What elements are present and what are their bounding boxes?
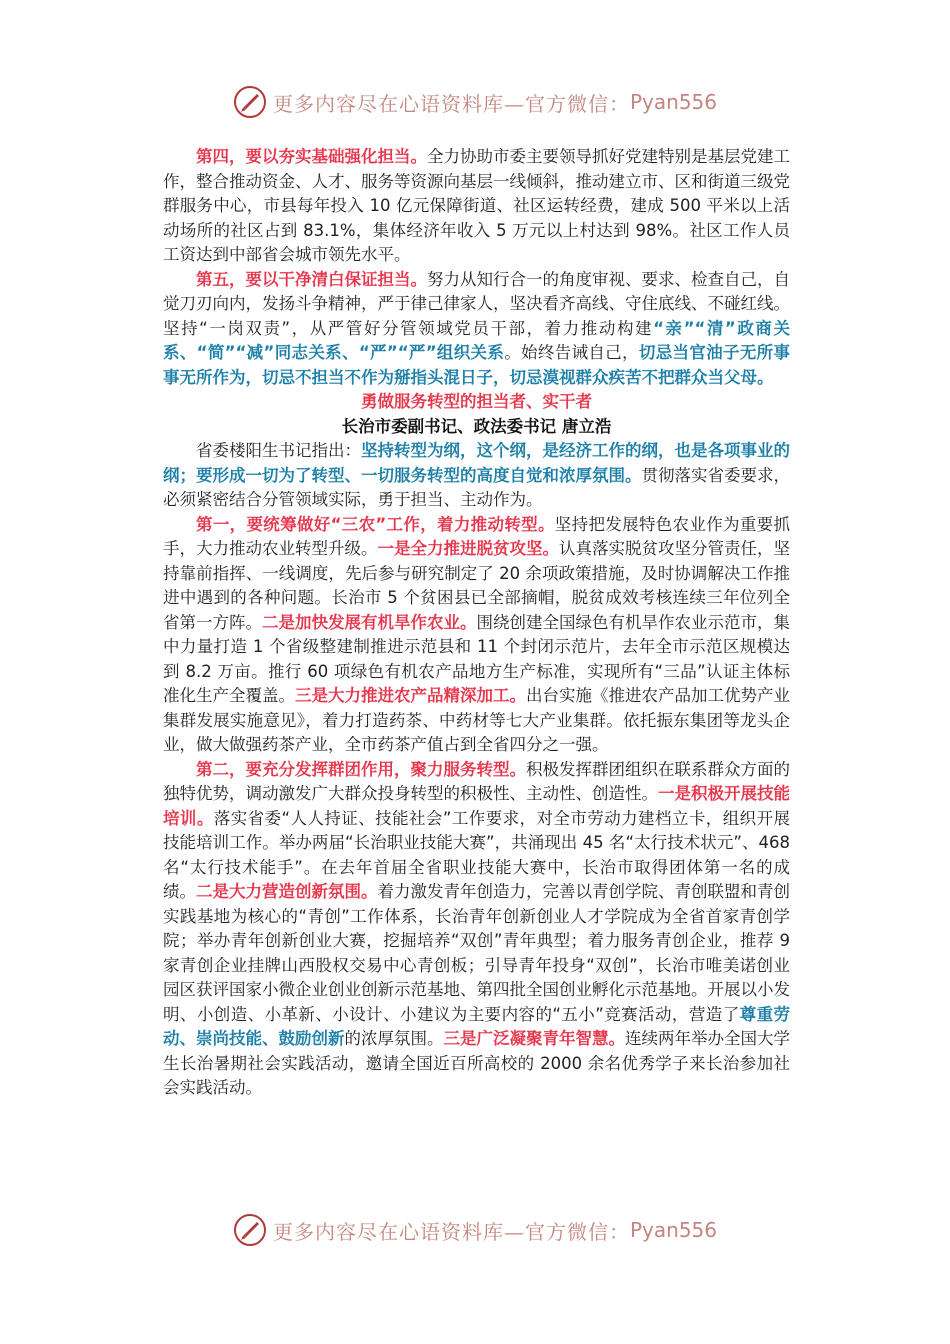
- article-title: 勇做服务转型的担当者、实干者: [361, 392, 592, 411]
- subheading: 一是积极开展技能培训。: [163, 784, 790, 828]
- text: 的浓厚氛围。: [344, 1029, 444, 1048]
- paragraph-fourth: [163, 145, 790, 268]
- highlight-quote: 坚持转型为纲，这个纲，是经济工作的纲，也是各项事业的纲；要形成一切为了转型、一切服务转型的高度自觉和浓厚氛围。: [163, 441, 790, 485]
- subheading: 二是加快发展有机旱作农业。: [262, 612, 477, 632]
- heading-fifth: 第五，要以干净清白保证担当。: [196, 269, 427, 289]
- paragraph-second: [163, 758, 790, 1101]
- article-title-line: [163, 390, 790, 415]
- document-body: [163, 145, 790, 1101]
- highlight-warnings: 切忌当官油子无所事事无所作为，切忌不担当不作为掰指头混日子，切忌漠视群众疾苦不把群众当父母。: [163, 343, 791, 387]
- subheading: 二是大力营造创新氛围。: [196, 882, 378, 901]
- text: 连续两年举办全国大学生长治暑期社会实践活动，邀请全国近百所高校的 2000 余名优秀学子来长治参加社会实践活动。: [163, 1029, 790, 1097]
- paragraph-first: [163, 513, 790, 758]
- subheading: 三是大力推进农产品精深加工。: [295, 686, 526, 705]
- highlight-relations: “亲”“清”政商关系、“简”“减”同志关系、“严”“严”组织关系: [163, 318, 790, 362]
- header-banner: [0, 82, 950, 122]
- banner-wechat-id: Pyan556: [629, 90, 717, 114]
- heading-fourth: 第四，要以夯实基础强化担当。: [196, 147, 427, 166]
- text: 出台实施《推进农产品加工优势产业集群发展实施意见》，着力打造药茶、中药材等七大产业集群。依托振东集团等龙头企业，做大做强药茶产业，全市药茶产值占到全省四分之一强。: [163, 686, 790, 754]
- logo-icon: [233, 1213, 267, 1247]
- text: 贯彻落实省委要求，必须紧密结合分管领域实际，勇于担当、主动作为。: [163, 465, 790, 509]
- logo-icon: [233, 85, 267, 119]
- text: 围绕创建全国绿色有机旱作农业示范市，集中力量打造 1 个省级整建制推进示范县和 11 个封闭示范片，去年全市示范区规模达到 8.2 万亩。推行 60 项绿色有机农产品地方生产标准，实现所有“三品”认证主体标准化生产全覆盖。: [163, 612, 790, 705]
- text: 着力激发青年创造力，完善以青创学院、青创联盟和青创实践基地为核心的“青创”工作体系，长治青年创新创业人才学院成为全省首家青创学院；举办青年创新创业大赛，挖掘培养“双创”青年典型；着力服务青创企业，推荐 9 家青创企业挂牌山西股权交易中心青创板；引导青年投身“双创”，长治市唯美诺创业园区获评国家小微企业创业创新示范基地、第四批全国创业孵化示范基地。开展以小发明、小创造、小革新、小设计、小建议为主要内容的“五小”竞赛活动，营造了: [163, 882, 790, 1024]
- paragraph-fifth: [163, 268, 790, 391]
- text: 积极发挥群团组织在联系群众方面的独特优势，调动激发广大群众投身转型的积极性、主动性、创造性。: [163, 759, 790, 803]
- text: 努力从知行合一的角度审视、要求、检查自己，自觉刀刃向内，发扬斗争精神，严于律己律家人，坚决看齐高线、守住底线、不碰红线。坚持“一岗双责”，从严管好分管领域党员干部，着力推动构建: [163, 269, 790, 338]
- heading-second: 第二，要充分发挥群团作用，聚力服务转型。: [196, 759, 526, 779]
- subheading: 一是全力推进脱贫攻坚。: [377, 539, 559, 558]
- article-author: 长治市委副书记、政法委书记 唐立浩: [341, 416, 612, 436]
- subheading: 三是广泛凝聚青年智慧。: [443, 1029, 625, 1048]
- text: 全力协助市委主要领导抓好党建特别是基层党建工作，整合推动资金、人才、服务等资源向基层一线倾斜，推动建立市、区和街道三级党群服务中心，市县每年投入 10 亿元保障街道、社区运转经费，建成 500 平米以上活动场所的社区占到 83.1%，集体经济年收入 5 万元以上村达到 98%。社区工作人员工资达到中部省会城市领先水平。: [163, 147, 790, 264]
- article-author-line: [163, 415, 790, 440]
- banner-wechat-id: Pyan556: [629, 1218, 717, 1242]
- text: 认真落实脱贫攻坚分管责任，坚持靠前指挥、一线调度，先后参与研究制定了 20 余项政策措施，及时协调解决工作推进中遇到的各种问题。长治市 5 个贫困县已全部摘帽，脱贫成效考核连续三年位列全省第一方阵。: [163, 539, 790, 632]
- text: 落实省委“人人持证、技能社会”工作要求，对全市劳动力建档立卡，组织开展技能培训工作。举办两届“长治职业技能大赛”，共涌现出 45 名“太行技术状元”、468 名“太行技术能手”。在去年首届全省职业技能大赛中，长治市取得团体第一名的成绩。: [163, 808, 790, 901]
- text: 坚持把发展特色农业作为重要抓手，大力推动农业转型升级。: [163, 514, 790, 558]
- text: 省委楼阳生书记指出：: [196, 441, 361, 460]
- banner-text: 更多内容尽在心语资料库—官方微信：: [272, 91, 630, 116]
- highlight-innovation: 尊重劳动、崇尚技能、鼓励创新: [163, 1004, 790, 1048]
- banner-text: 更多内容尽在心语资料库—官方微信：: [272, 1219, 630, 1244]
- heading-first: 第一，要统筹做好“三农”工作，着力推动转型。: [196, 514, 555, 534]
- paragraph-intro: [163, 439, 790, 513]
- footer-banner: [0, 1210, 950, 1250]
- text: 。始终告诫自己，: [504, 343, 639, 362]
